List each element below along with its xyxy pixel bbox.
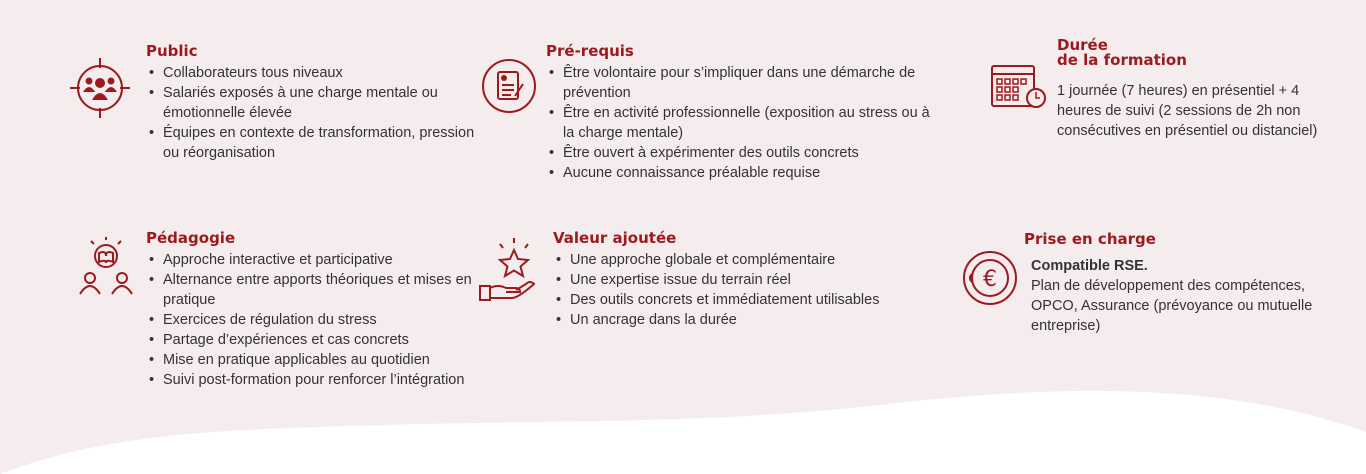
book-people-icon [76, 236, 136, 296]
list-item: • Approche interactive et participative [146, 250, 476, 270]
checklist-document-icon [481, 58, 537, 114]
calendar-clock-icon [990, 60, 1052, 112]
list-item: • Mise en pratique applicables au quotidien [146, 350, 476, 370]
prerequis-list [546, 63, 936, 183]
list-item: • Salariés exposés à une charge mentale ou émotionnelle élevée [146, 83, 486, 123]
list-item: • Être ouvert à expérimenter des outils concrets [546, 143, 936, 163]
valeur-title: Valeur ajoutée [553, 229, 677, 247]
list-item: • Aucune connaissance préalable requise [546, 163, 936, 183]
list-item: • Exercices de régulation du stress [146, 310, 476, 330]
list-item: • Équipes en contexte de transformation, pression ou réorganisation [146, 123, 486, 163]
prerequis-title: Pré-requis [546, 42, 634, 60]
euro-coin-icon [960, 248, 1020, 308]
pedagogie-section [146, 231, 476, 390]
public-list [146, 63, 486, 163]
list-item: • Suivi post-formation pour renforcer l’intégration [146, 370, 476, 390]
valeur-list [553, 250, 923, 330]
target-people-icon [68, 56, 132, 120]
list-item: • Des outils concrets et immédiatement utilisables [553, 290, 923, 310]
list-item: • Un ancrage dans la durée [553, 310, 923, 330]
public-title: Public [146, 42, 198, 60]
prise-bold: Compatible RSE. [1031, 258, 1148, 274]
pedagogie-title: Pédagogie [146, 229, 236, 247]
valeur-section [553, 231, 923, 330]
public-section [146, 44, 486, 163]
prerequis-section [546, 44, 936, 183]
list-item: • Partage d’expériences et cas concrets [146, 330, 476, 350]
list-item: • Une approche globale et complémentaire [553, 250, 923, 270]
duree-title-line1: Durée [1057, 36, 1108, 54]
duree-section [1057, 38, 1327, 141]
list-item: • Une expertise issue du terrain réel [553, 270, 923, 290]
duree-title-line2: de la formation [1057, 51, 1187, 69]
duree-text: 1 journée (7 heures) en présentiel + 4 heures de suivi (2 sessions de 2h non consécutives en présentiel ou distanciel) [1057, 83, 1318, 139]
star-hand-icon [478, 236, 538, 302]
svg-text:€: € [983, 267, 997, 292]
prise-title: Prise en charge [1024, 230, 1156, 248]
pedagogie-list [146, 250, 476, 390]
prise-section [1024, 232, 1334, 336]
list-item: • Collaborateurs tous niveaux [146, 63, 486, 83]
prise-text: Plan de développement des compétences, OPCO, Assurance (prévoyance ou mutuelle entreprise) [1031, 278, 1313, 334]
list-item: • Alternance entre apports théoriques et mises en pratique [146, 270, 476, 310]
list-item: • Être volontaire pour s’impliquer dans une démarche de prévention [546, 63, 936, 103]
list-item: • Être en activité professionnelle (exposition au stress ou à la charge mentale) [546, 103, 936, 143]
